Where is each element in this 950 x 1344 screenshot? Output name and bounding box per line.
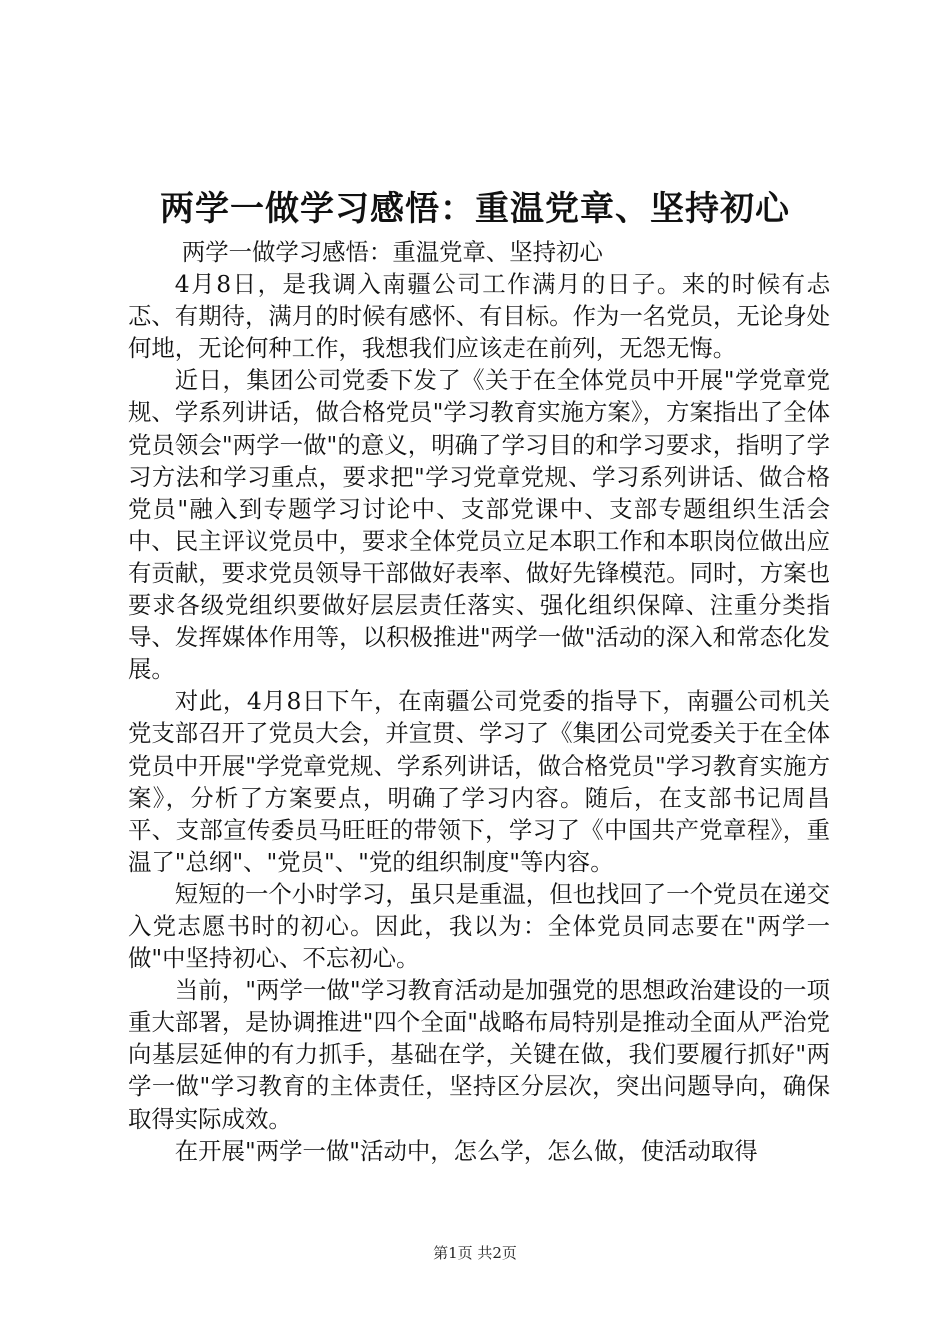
paragraph-4: 短短的一个小时学习，虽只是重温，但也找回了一个党员在递交入党志愿书时的初心。因此，我以为：全体党员同志要在"两学一做"中坚持初心、不忘初心。	[128, 879, 830, 973]
paragraph-1: 4月8日，是我调入南疆公司工作满月的日子。来的时候有忐忑、有期待，满月的时候有感怀、有目标。作为一名党员，无论身处何地，无论何种工作，我想我们应该走在前列，无怨无悔。	[128, 270, 830, 363]
paragraph-subtitle: 两学一做学习感悟：重温党章、坚持初心	[181, 238, 603, 266]
page-number-footer: 第1页 共2页	[433, 1244, 517, 1262]
paragraph-2: 近日，集团公司党委下发了《关于在全体党员中开展"学党章党规、学系列讲话，做合格党员"学习教育实施方案》，方案指出了全体党员领会"两学一做"的意义，明确了学习目的和学习要求，指明了学习方法和学习重点，要求把"学习党章党规、学习系列讲话、做合格党员"融入到专题学习讨论中、支部党课中、支部专题组织生活会中、民主评议党员中，要求全体党员立足本职工作和本职岗位做出应有贡献，要求党员领导干部做好表率、做好先锋模范。同时，方案也要求各级党组织要做好层层责任落实、强化组织保障、注重分类指导、发挥媒体作用等，以积极推进"两学一做"活动的深入和常态化发展。	[128, 366, 830, 684]
paragraph-3: 对此，4月8日下午，在南疆公司党委的指导下，南疆公司机关党支部召开了党员大会，并宣贯、学习了《集团公司党委关于在全体党员中开展"学党章党规、学系列讲话，做合格党员"学习教育实施方案》，分析了方案要点，明确了学习内容。随后，在支部书记周昌平、支部宣传委员马旺旺的带领下，学习了《中国共产党章程》，重温了"总纲"、"党员"、"党的组织制度"等内容。	[128, 687, 830, 876]
document-title: 两学一做学习感悟：重温党章、坚持初心	[160, 189, 790, 229]
document-body	[128, 236, 830, 1167]
paragraph-5: 当前，"两学一做"学习教育活动是加强党的思想政治建设的一项重大部署，是协调推进"四个全面"战略布局特别是推动全面从严治党向基层延伸的有力抓手，基础在学，关键在做，我们要履行抓好"两学一做"学习教育的主体责任，坚持区分层次，突出问题导向，确保取得实际成效。	[128, 976, 830, 1133]
paragraph-6: 在开展"两学一做"活动中，怎么学，怎么做，使活动取得	[174, 1136, 758, 1165]
